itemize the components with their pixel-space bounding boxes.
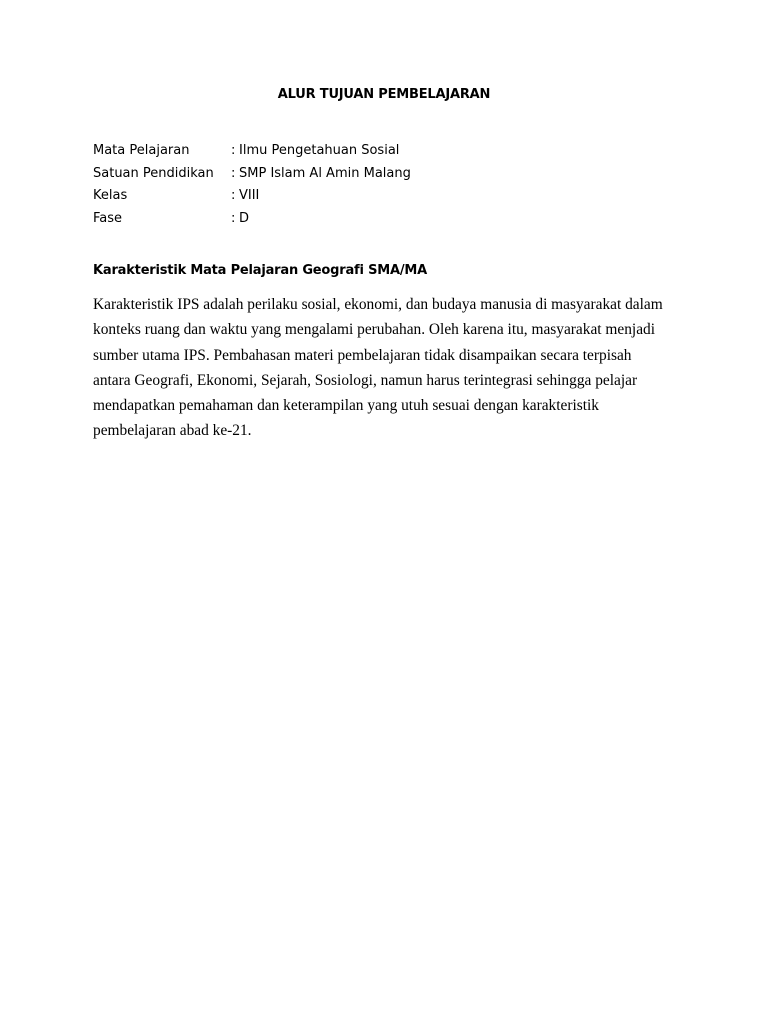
paragraph-line: Karakteristik IPS adalah perilaku sosial, ekonomi, dan budaya manusia di masyarakat dalam <box>93 296 663 313</box>
metadata-block <box>93 141 411 231</box>
meta-separator: : <box>231 165 236 181</box>
meta-row-subject <box>93 141 411 164</box>
paragraph-line: mendapatkan pemahaman dan keterampilan yang utuh sesuai dengan karakteristik <box>93 397 599 415</box>
meta-separator: : <box>231 143 236 158</box>
meta-value: D <box>239 210 250 226</box>
paragraph-line: pembelajaran abad ke-21. <box>93 422 252 440</box>
meta-label: Mata Pelajaran <box>93 143 190 158</box>
meta-label: Kelas <box>93 188 128 203</box>
meta-value: SMP Islam Al Amin Malang <box>239 165 411 181</box>
paragraph-line: sumber utama IPS. Pembahasan materi pembelajaran tidak disampaikan secara terpisah <box>93 346 632 364</box>
document-title: ALUR TUJUAN PEMBELAJARAN <box>277 87 491 102</box>
meta-separator: : <box>231 188 236 203</box>
meta-row-phase <box>93 209 411 232</box>
meta-value: VIII <box>239 188 260 203</box>
paragraph-line: antara Geografi, Ekonomi, Sejarah, Sosiologi, namun harus terintegrasi sehingga pelajar <box>93 371 638 389</box>
meta-value: Ilmu Pengetahuan Sosial <box>239 143 400 158</box>
meta-row-class <box>93 186 411 209</box>
meta-row-school <box>93 164 411 187</box>
meta-label: Fase <box>93 210 123 226</box>
section-heading: Karakteristik Mata Pelajaran Geografi SMA/MA <box>93 263 427 278</box>
meta-separator: : <box>231 210 236 226</box>
paragraph-line: konteks ruang dan waktu yang mengalami perubahan. Oleh karena itu, masyarakat menjadi <box>93 321 655 339</box>
meta-label: Satuan Pendidikan <box>93 165 214 181</box>
section-paragraph <box>93 292 673 444</box>
